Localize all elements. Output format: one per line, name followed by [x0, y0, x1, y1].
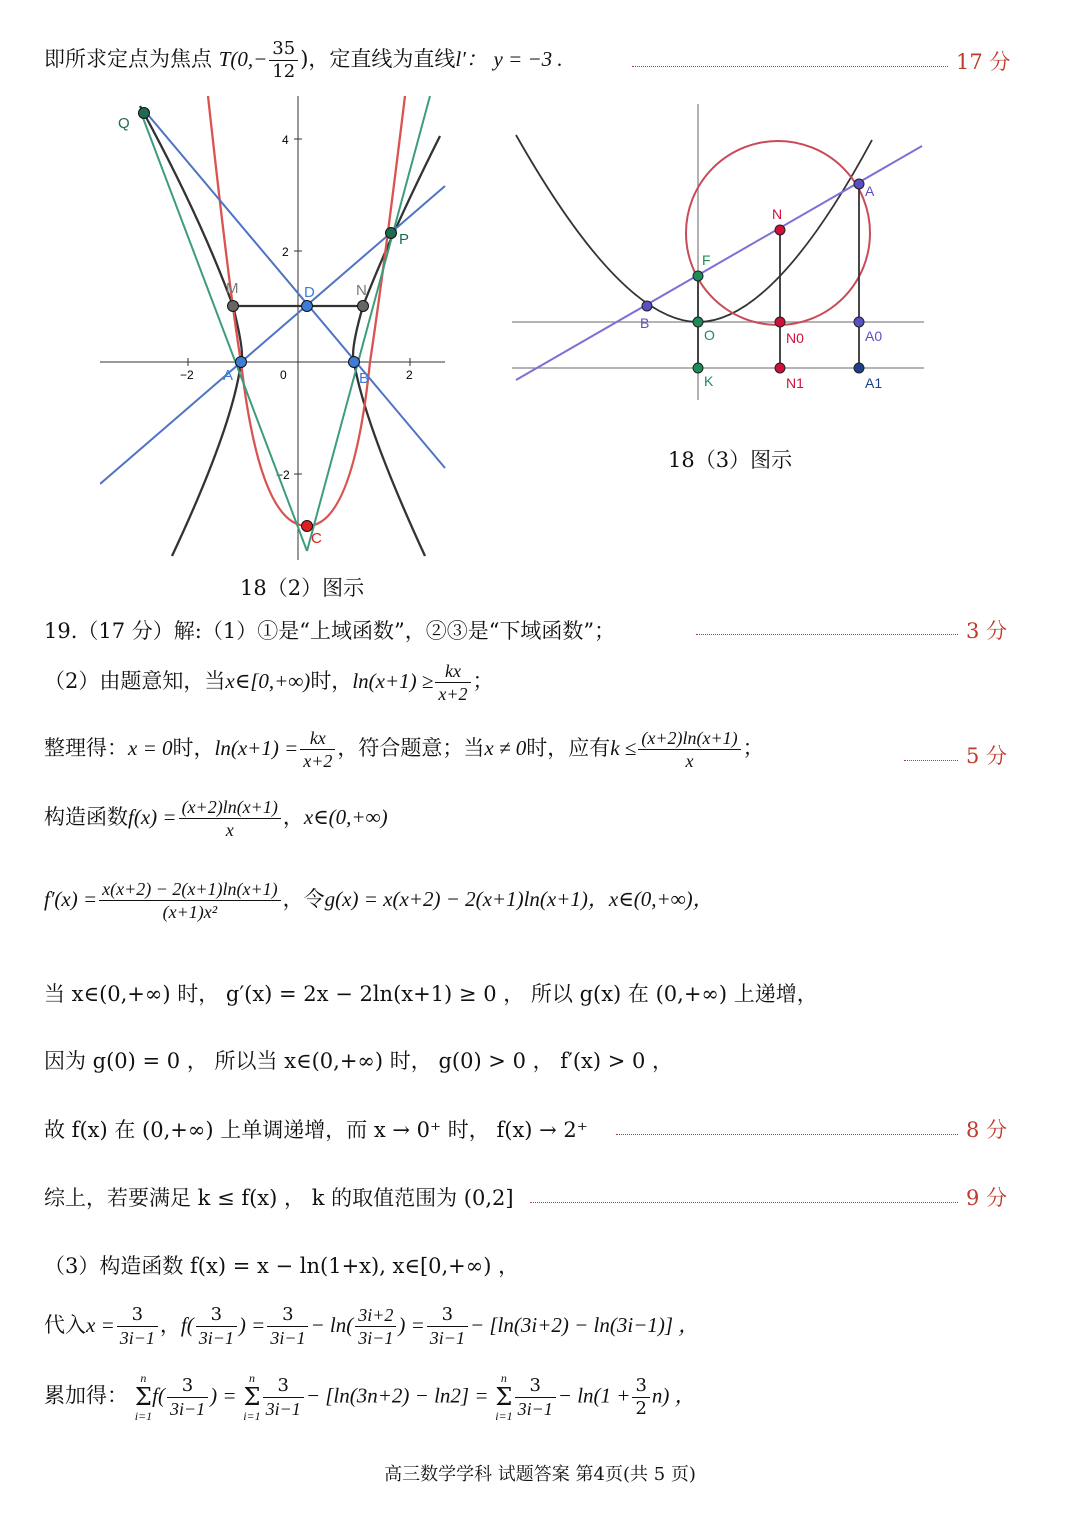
score-5: 5 分 [966, 744, 1008, 768]
label-Q: Q [118, 115, 130, 132]
fraction: $\frac{35}{12}$ [269, 38, 298, 83]
p19-line-10: （3）构造函数 f(x) = x − ln(1+x), x∈[0,+∞) ， [44, 1254, 520, 1278]
label-O: O [704, 327, 715, 343]
dot-leader [696, 634, 958, 635]
dot-leader [904, 760, 958, 761]
tick-x-neg2: −2 [180, 368, 194, 382]
p19-line-8: 故 f(x) 在 (0,+∞) 上单调递增，而 x → 0⁺ 时， f(x) → 2⁺ [44, 1118, 588, 1142]
tick-y-4: 4 [282, 133, 289, 147]
p19-line-11: 代入x = $\frac{3}{3i-1}$ ，f( $\frac{3}{3i-1}$ ) = $\frac{3}{3i-1}$ − ln( $\frac{3i+2}{3i-1}$ ) = $\frac{3}{3i-1}$ − [ln(3i+2) − ln(3i−1)] ， [44, 1304, 700, 1348]
dot-leader [530, 1202, 958, 1203]
p19-line-3: 整理得：x = 0时，ln(x+1) = $\frac{kx}{x+2}$ ，符合题意；当x ≠ 0时，应有k ≤ $\frac{(x+2)\ln(x+1)}{x}$ ； [44, 728, 764, 771]
score-9: 9 分 [966, 1186, 1008, 1210]
label-A: A [223, 367, 234, 384]
p19-line-4: 构造函数f(x) = $\frac{(x+2)\ln(x+1)}{x}$ ，x∈(0,+∞) [44, 797, 388, 840]
label-M: M [226, 280, 239, 297]
page-footer: 高三数学学科 试题答案 第4页(共 5 页) [384, 1464, 696, 1485]
label-N: N [772, 206, 783, 222]
dot-leader [632, 66, 948, 67]
label-N0: N0 [786, 330, 804, 346]
label-F: F [702, 252, 711, 268]
tick-y-2: 2 [282, 245, 289, 259]
caption-18-2: 18（2）图示 [240, 576, 365, 600]
tick-x-0: 0 [280, 368, 287, 382]
label-A0: A0 [865, 328, 883, 344]
score-8: 8 分 [966, 1118, 1008, 1142]
label-D: D [304, 284, 315, 301]
fixed-point-line: 即所求定点为焦点 T(0,− $\frac{35}{12}$ )，定直线为直线l′： y = −3 . [44, 38, 563, 82]
label-C: C [311, 530, 322, 547]
p19-line-2: （2）由题意知，当x∈[0,+∞)时，ln(x+1) ≥ $\frac{kx}{x+2}$ ； [44, 661, 494, 704]
tick-y-neg2: −2 [276, 468, 290, 482]
label-B: B [359, 370, 370, 387]
label-P: P [399, 231, 410, 248]
p19-line-5: f′(x) = $\frac{x(x+2) - 2(x+1)\ln(x+1)}{\text{(x+1)x²}}$ ，令g(x) = x(x+2) − 2(x+1)ln(x+1)，x∈(0,+∞)， [44, 879, 714, 922]
score-17: 17 分 [956, 50, 1011, 74]
dot-leader [616, 1134, 958, 1135]
label-A: A [865, 183, 875, 199]
label-N1: N1 [786, 375, 804, 391]
score-3: 3 分 [966, 619, 1008, 643]
p19-line-12: 累加得： n Σ i=1 f( $\frac{3}{3i-1}$ ) = n Σ i=1 $\frac{3}{3i-1}$ − [ln(3n+2) − ln2] = n Σ i=1 $\frac{3}{3i-1}$ − ln(1 + $\frac{3}{2}$ n) ， [44, 1371, 696, 1423]
figure-18-3 [512, 100, 930, 400]
figure-18-2 [100, 96, 450, 560]
label-A1: A1 [865, 375, 883, 391]
label-B: B [640, 315, 650, 331]
label-N: N [356, 282, 367, 299]
p19-head: 19.（17 分）解:（1）①是“上域函数”，②③是“下域函数”； [44, 619, 616, 643]
p19-line-9: 综上，若要满足 k ≤ f(x) ， k 的取值范围为 (0,2] [44, 1186, 514, 1210]
label-K: K [704, 373, 714, 389]
caption-18-3: 18（3）图示 [668, 448, 793, 472]
p19-line-7: 因为 g(0) = 0 ， 所以当 x∈(0,+∞) 时， g(0) > 0 ， f′(x) > 0 ， [44, 1049, 674, 1073]
tick-x-2: 2 [406, 368, 413, 382]
p19-line-6: 当 x∈(0,+∞) 时， g′(x) = 2x − 2ln(x+1) ≥ 0 ， 所以 g(x) 在 (0,+∞) 上递增， [44, 982, 818, 1006]
